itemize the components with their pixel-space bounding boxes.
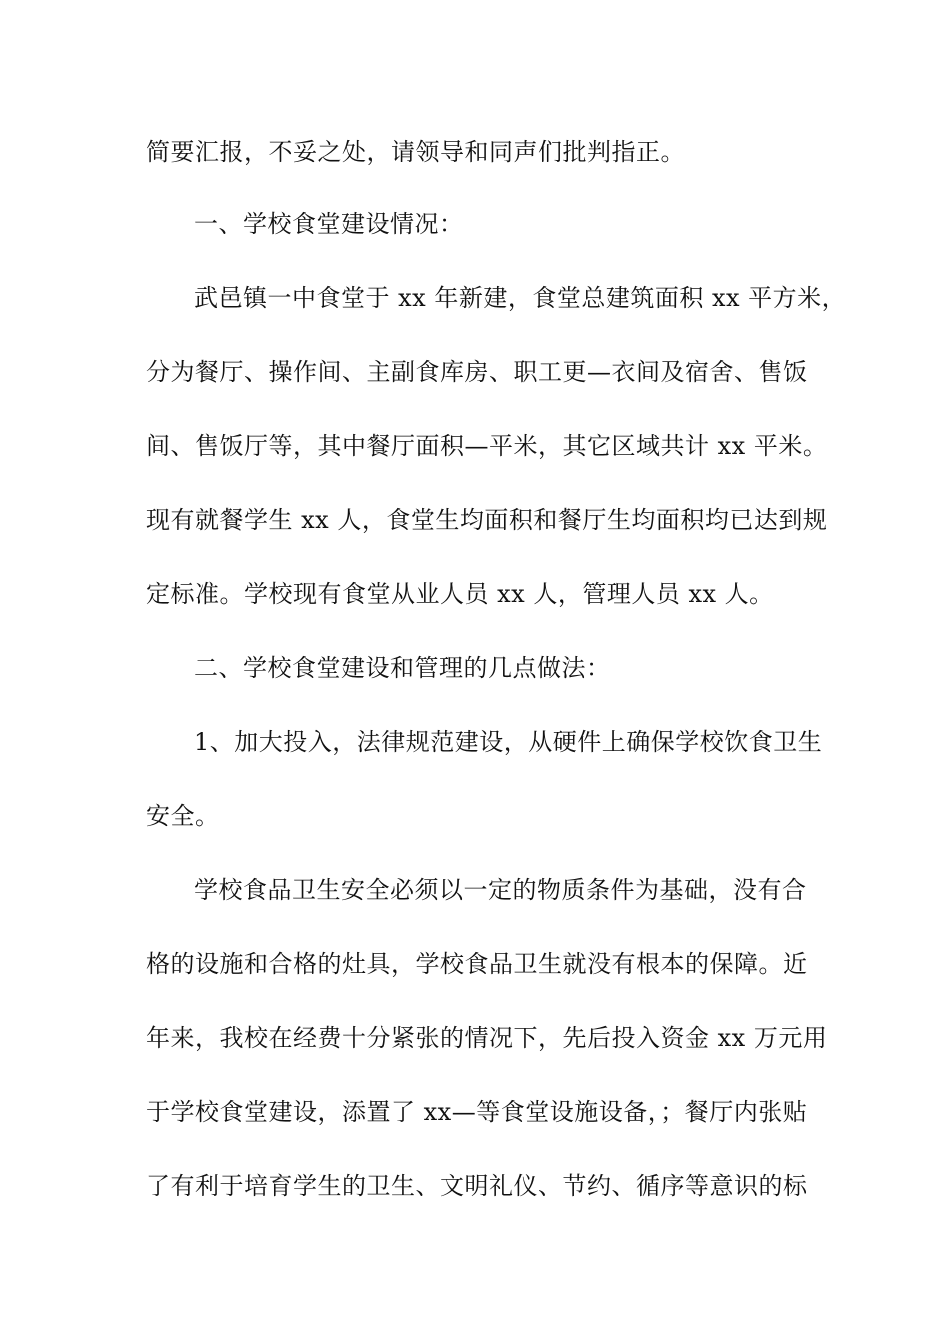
- section-heading: 二、学校食堂建设和管理的几点做法：: [194, 654, 611, 682]
- paragraph-start-line: 学校食品卫生安全必须以一定的物质条件为基础，没有合: [194, 876, 807, 904]
- text-line: 简要汇报，不妥之处，请领导和同声们批判指正。: [146, 138, 685, 166]
- paragraph-start-line: 武邑镇一中食堂于 xx 年新建，食堂总建筑面积 xx 平方米，: [194, 284, 847, 312]
- subsection-heading: 1、加大投入，法律规范建设，从硬件上确保学校饮食卫生: [194, 728, 823, 756]
- text-line: 间、售饭厅等，其中餐厅面积—平米，其它区域共计 xx 平米。: [146, 432, 828, 460]
- text-line: 分为餐厅、操作间、主副食库房、职工更—衣间及宿舍、售饭: [146, 358, 808, 386]
- text-line: 了有利于培育学生的卫生、文明礼仪、节约、循序等意识的标: [146, 1172, 808, 1200]
- text-line: 年来，我校在经费十分紧张的情况下，先后投入资金 xx 万元用: [146, 1024, 828, 1052]
- section-heading: 一、学校食堂建设情况：: [194, 210, 464, 238]
- text-line: 现有就餐学生 xx 人，食堂生均面积和餐厅生均面积均已达到规: [146, 506, 828, 534]
- text-line: 安全。: [146, 802, 220, 830]
- text-line: 于学校食堂建设，添置了 xx—等食堂设施设备，；餐厅内张贴: [146, 1098, 808, 1126]
- text-line: 格的设施和合格的灶具，学校食品卫生就没有根本的保障。近: [146, 950, 808, 978]
- text-line: 定标准。学校现有食堂从业人员 xx 人，管理人员 xx 人。: [146, 580, 774, 608]
